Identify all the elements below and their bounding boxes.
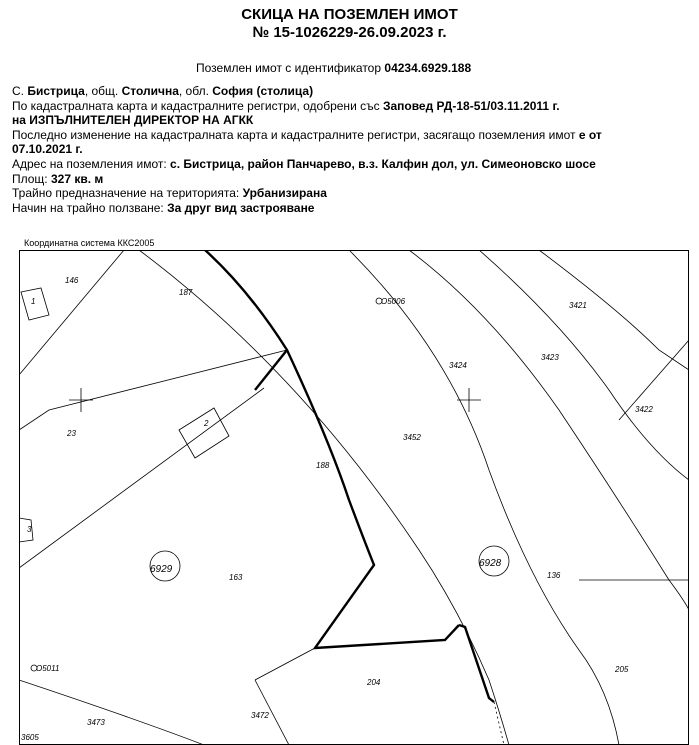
street-edge-5 <box>539 250 689 370</box>
label-204: 204 <box>367 678 381 687</box>
boundary-146 <box>19 250 124 375</box>
property-info <box>12 84 692 215</box>
boundary-187-23 <box>19 350 287 430</box>
label-3423: 3423 <box>541 353 559 362</box>
label-188: 188 <box>316 461 330 470</box>
boundary-204-left <box>255 648 315 680</box>
label-6928: 6928 <box>479 558 502 569</box>
label-3473: 3473 <box>87 718 105 727</box>
last-change-date: 07.10.2021 г. <box>12 142 83 157</box>
approval-order: Заповед РД-18-51/03.11.2011 г. <box>382 98 560 113</box>
cadastral-map <box>19 250 689 745</box>
label-3: 3 <box>27 525 32 534</box>
region-prefix: , обл. <box>178 84 213 98</box>
approver: на ИЗПЪЛНИТЕЛЕН ДИРЕКТОР НА АГКК <box>12 113 254 128</box>
last-change-text: Последно изменение на кадастралната карта и кадастралните регистри, засягащо поземления имот <box>12 127 579 142</box>
label-3452: 3452 <box>403 433 421 442</box>
approval-text: По кадастралната карта и кадастралните регистри, одобрени със <box>12 98 383 113</box>
address-line <box>12 157 692 172</box>
last-change-date-line <box>12 142 692 157</box>
street-edge-3 <box>409 250 689 610</box>
village: Бистрица <box>27 84 85 98</box>
label-3422: 3422 <box>635 405 653 414</box>
map-frame <box>20 251 689 745</box>
property-identifier <box>196 61 471 75</box>
label-3424: 3424 <box>449 361 467 370</box>
label-205: 205 <box>615 665 629 674</box>
approver-line <box>12 113 692 128</box>
label-136: 136 <box>547 571 561 580</box>
label-o5011: О5011 <box>36 664 60 673</box>
region: София (столица) <box>212 84 314 98</box>
identifier-value: 04234.6929.188 <box>384 61 472 75</box>
municipality: Столична <box>121 84 179 98</box>
identifier-label: Поземлен имот с идентификатор <box>196 61 382 75</box>
purpose-line <box>12 186 692 201</box>
usage-value: За друг вид застрояване <box>167 200 315 215</box>
label-146: 146 <box>65 276 79 285</box>
parcel-labels <box>21 276 653 742</box>
usage-line <box>12 201 692 216</box>
purpose-label: Трайно предназначение на територията: <box>12 186 243 201</box>
label-1: 1 <box>31 297 36 306</box>
label-6929: 6929 <box>150 564 173 575</box>
subject-boundaries <box>205 250 494 702</box>
label-3605: 3605 <box>21 733 39 742</box>
label-2: 2 <box>204 419 209 428</box>
area-value: 327 кв. м <box>50 171 104 186</box>
coordinate-system: Координатна система ККС2005 <box>24 238 155 248</box>
area-line <box>12 172 692 187</box>
boundary-3422 <box>619 340 689 420</box>
municipality-prefix: , общ. <box>84 84 122 98</box>
location-line <box>12 84 692 99</box>
label-3421: 3421 <box>569 301 587 310</box>
street-edge-1 <box>139 250 509 745</box>
location-prefix: С. <box>12 84 28 98</box>
label-163: 163 <box>229 573 243 582</box>
building-2 <box>179 408 229 458</box>
last-change-prefix: е от <box>578 127 602 142</box>
boundary-23-163 <box>19 388 264 568</box>
parcel-boundaries <box>19 250 689 745</box>
approval-line <box>12 99 692 114</box>
property-204-edge <box>459 625 494 702</box>
address-value: с. Бистрица, район Панчарево, в.з. Калфин дол, ул. Симеоновско шосе <box>170 156 596 171</box>
sketch-title: СКИЦА НА ПОЗЕМЛЕН ИМОТ <box>241 6 458 23</box>
usage-label: Начин на трайно ползване: <box>12 200 168 215</box>
property-188-top-edge <box>255 350 287 390</box>
area-label: Площ: <box>12 171 51 186</box>
label-187: 187 <box>179 288 193 297</box>
last-change-line <box>12 128 692 143</box>
label-23: 23 <box>67 429 76 438</box>
sketch-number: № 15-1026229-26.09.2023 г. <box>252 24 447 41</box>
property-188-outline <box>205 250 459 648</box>
address-label: Адрес на поземления имот: <box>12 156 171 171</box>
road-curve-left <box>19 680 204 745</box>
label-3472: 3472 <box>251 711 269 720</box>
street-edge-2 <box>349 250 619 745</box>
label-o5006: О5006 <box>381 297 406 306</box>
purpose-value: Урбанизирана <box>242 186 327 201</box>
